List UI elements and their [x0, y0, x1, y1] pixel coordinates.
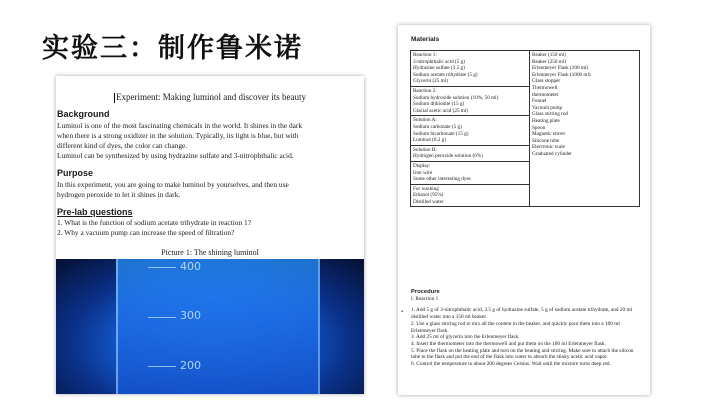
equipment-line: Vacuum pump	[532, 104, 563, 111]
purpose-title: Purpose	[57, 168, 94, 178]
reagent-line: Sodium dithionite (15 g)	[413, 101, 465, 108]
equipment-line: Erlenmeyer Flask (100 ml)	[532, 65, 589, 72]
beaker-tick	[148, 267, 176, 268]
reagent-line: Luminol (0.2 g)	[413, 137, 446, 144]
reagent-line: Glacial acetic acid (25 ml)	[413, 107, 469, 114]
purpose-paragraph	[57, 180, 357, 200]
reagent-line: Hydrazine sulfate (3.5 g)	[413, 65, 465, 72]
equipment-line: Electronic scale	[532, 144, 565, 151]
equipment-line: Thermowell	[532, 84, 558, 91]
procedure-step: 6. Control the temperature to about 200 degrees Celsius. Wait until the mixture turns deep red.	[411, 361, 611, 368]
procedure-step: 5. Place the flask on the heating plate and turn on the heating and stirring. Make sure to attach the silicon tube to the flask and put the end of the flask into water to absorb the stinky acetic acid vapor.	[411, 347, 634, 361]
reagent-line: Reaction 2:	[413, 87, 437, 94]
margin-marker: ▪	[401, 309, 404, 315]
equipment-line: Beaker (150 ml)	[532, 52, 566, 58]
reagent-line: Sodium bicarbonate (15 g)	[413, 130, 469, 137]
reagent-line: Ethanol (95%)	[413, 192, 444, 199]
background-line: Luminol can be synthesized by using hydrazine sulfate and 3-nitrophthalic acid.	[57, 151, 294, 160]
reagent-cell	[411, 116, 530, 145]
reagent-line: Glycerin (25 ml)	[413, 78, 448, 85]
procedure-step: 2. Use a glass stirring rod to mix all the content in the beaker, and quickly pour them into a 100 ml Erlenmeyer flask.	[411, 320, 620, 334]
beaker-tick	[148, 366, 176, 367]
procedure-subtitle: I. Reaction 1	[411, 295, 439, 302]
reagent-cell	[411, 86, 530, 115]
equipment-line: Heating plate	[532, 117, 560, 124]
equipment-line: Glass stirring rod	[532, 111, 569, 118]
reagent-cell	[411, 184, 530, 207]
equipment-line: Graduated cylinder	[532, 150, 572, 157]
procedure-step: 1. Add 5 g of 3-nitrophthalic acid, 3.5 g of hydrazine sulfate, 5 g of sodium acetate trihydrate, and 20 ml distilled water into a 150 ml beaker.	[411, 307, 633, 321]
prelab-question: 2. Why a vacuum pump can increase the speed of filtration?	[57, 228, 235, 237]
glowing-beaker	[116, 259, 320, 394]
beaker-mark: 400	[180, 260, 201, 273]
equipment-line: Magnetic stirrer	[532, 131, 566, 138]
beaker-mark: 300	[180, 309, 201, 322]
document-heading-text: Experiment: Making luminol and discover its beauty	[116, 92, 306, 102]
beaker-tick	[148, 317, 176, 318]
equipment-line: Beaker (250 ml)	[532, 58, 566, 65]
background-line: Luminol is one of the most fascinating chemicals in the world. It shines in the dark	[57, 121, 303, 130]
background-paragraph	[57, 121, 357, 161]
reagent-line: Solution B:	[413, 146, 437, 153]
prelab-title: Pre-lab questions	[57, 207, 133, 217]
equipment-line: Spoon	[532, 124, 546, 131]
reagent-line: Hydrogen peroxide solution (6%)	[413, 153, 483, 160]
equipment-line: Erlenmeyer Flask (1000 ml)	[532, 71, 591, 78]
reagent-cell	[411, 161, 530, 184]
reagent-line: Solution A:	[413, 117, 437, 124]
slide-title: 实验三：制作鲁米诺	[42, 33, 303, 64]
background-line: when there is a strong oxidizer in the solution. Typically, its light is blue, but with	[57, 131, 299, 140]
prelab-questions	[57, 218, 357, 238]
equipment-line: Silicone tube	[532, 137, 560, 144]
reagent-cell	[411, 51, 530, 87]
reagent-line: For washing	[413, 185, 439, 192]
equipment-line: Glass stopper	[532, 78, 561, 85]
materials-row	[411, 51, 640, 87]
procedure-section	[411, 289, 639, 368]
background-line: different kind of dyes, the color can change.	[57, 141, 188, 150]
purpose-line: hydrogen peroxide to let it shines in dark.	[57, 190, 181, 199]
procedure-step: 3. Add 25 ml of glycerin into the Erlenmeyer flask.	[411, 334, 520, 341]
equipment-line: thermometer	[532, 91, 559, 98]
equipment-line: Funnel	[532, 98, 547, 105]
procedure-step: 4. Insert the thermometer into the thermowell and put them on the 100 ml Erlenmeyer flask.	[411, 340, 606, 347]
purpose-line: In this experiment, you are going to make luminol by yourselves, and then use	[57, 180, 289, 189]
materials-table	[410, 50, 640, 207]
reagent-line: Sodium carbonate (5 g)	[413, 123, 462, 130]
right-document	[398, 25, 650, 395]
prelab-question: 1. What is the function of sodium acetate trihydrate in reaction 1?	[57, 218, 252, 227]
reagent-line: Some other interesting dyes	[413, 176, 471, 183]
equipment-cell	[530, 51, 640, 207]
reagent-line: Distilled water	[413, 198, 444, 205]
reagent-line: Iron wire	[413, 169, 433, 176]
reagent-line: Sodium hydroxide solution (10%, 50 ml)	[413, 94, 499, 101]
text-cursor	[114, 93, 115, 103]
document-heading	[114, 92, 306, 103]
reagent-line: Reaction 1:	[413, 52, 437, 58]
background-title: Background	[57, 109, 110, 119]
reagent-line: 3-nitrophthalic acid (5 g)	[413, 58, 466, 65]
luminol-photo	[56, 259, 364, 394]
reagent-line: Display:	[413, 162, 431, 169]
reagent-line: Sodium acetate trihydrate (5 g)	[413, 71, 478, 78]
left-document	[56, 76, 364, 394]
reagent-cell	[411, 145, 530, 161]
picture-caption: Picture 1: The shining luminol	[161, 248, 259, 257]
beaker-mark: 200	[180, 359, 201, 372]
materials-title: Materials	[411, 36, 440, 43]
procedure-title: Procedure	[411, 289, 440, 295]
